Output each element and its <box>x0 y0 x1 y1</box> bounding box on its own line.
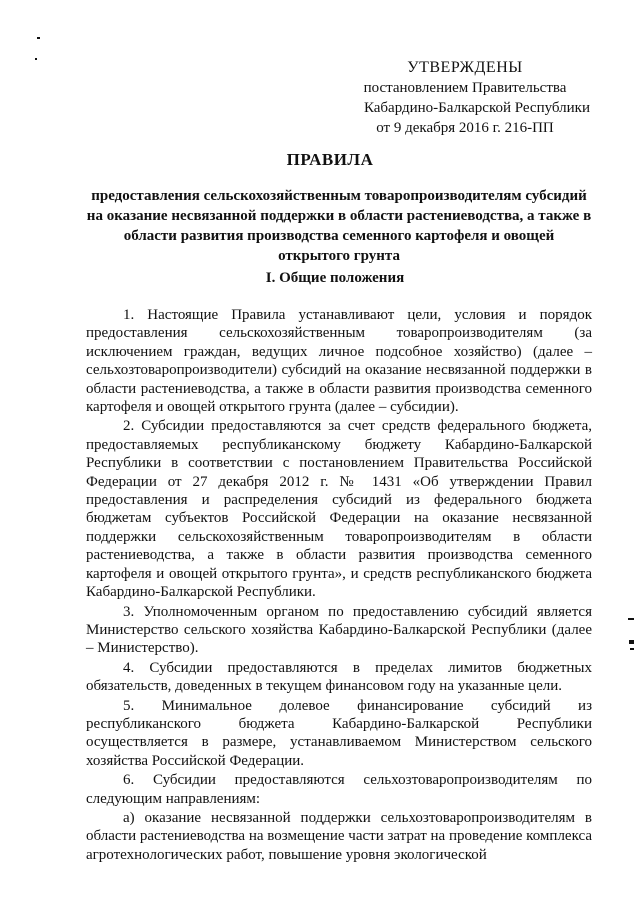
scan-speck <box>37 37 40 39</box>
approval-line-2: Кабардино-Балкарской Республики <box>363 100 590 116</box>
approval-line-1: постановлением Правительства <box>363 80 567 96</box>
document-body <box>86 306 592 864</box>
document-title: ПРАВИЛА <box>286 150 374 169</box>
section-heading: I. Общие положения <box>265 270 405 286</box>
approval-title: УТВЕРЖДЕНЫ <box>407 59 523 76</box>
paragraph-1: 1. Настоящие Правила устанавливают цели, условия и порядок предоставления сельскохозяйственным товаропроизводителям (за исключением граждан, ведущих личное подсобное хозяйство) (далее – сельхозтоваропроизводители) субсидий на оказание несвязанной поддержки в области растениеводства, а также в области развития производства семенного картофеля и овощей открытого грунта (далее – субсидии). <box>86 307 592 416</box>
paragraph-6a: а) оказание несвязанной поддержки сельхозтоваропроизводителям в области растениеводства на возмещение части затрат на проведение комплекса агротехнологических работ, повышение уровня экологической <box>86 809 592 863</box>
paragraph-4: 4. Субсидии предоставляются в пределах лимитов бюджетных обязательств, доведенных в текущем финансовом году на указанные цели. <box>86 659 592 695</box>
document-subtitle: предоставления сельскохозяйственным товаропроизводителям субсидий на оказание несвязанной поддержки в области растениеводства, а также в области развития производства семенного картофеля и овощей открытого грунта <box>86 188 592 264</box>
approval-stamp-block <box>340 58 590 138</box>
scan-edge-mark <box>628 618 634 620</box>
paragraph-6: 6. Субсидии предоставляются сельхозтоваропроизводителям по следующим направлениям: <box>86 772 592 807</box>
scan-speck <box>35 58 37 60</box>
scan-edge-mark <box>629 640 634 644</box>
approval-line-3: от 9 декабря 2016 г. 216-ПП <box>376 120 554 136</box>
scan-edge-mark <box>630 648 634 650</box>
paragraph-3: 3. Уполномоченным органом по предоставлению субсидий является Министерство сельского хозяйства Кабардино-Балкарской Республики (далее – Министерство). <box>86 603 592 657</box>
paragraph-5: 5. Минимальное долевое финансирование субсидий из республиканского бюджета Кабардино-Балкарской Республики осуществляется в размере, устанавливаемом Министерством сельского хозяйства Российской Федерации. <box>86 697 592 769</box>
paragraph-2: 2. Субсидии предоставляются за счет средств федерального бюджета, предоставляемых республиканскому бюджету Кабардино-Балкарской Республики в соответствии с постановлением Правительства Российской Федерации от 27 декабря 2012 г. № 1431 «Об утверждении Правил предоставления и распределения субсидий из федерального бюджета бюджетам субъектов Российской Федерации на оказание несвязанной поддержки сельскохозяйственным товаропроизводителям в области растениеводства, а также в области развития производства семенного картофеля и овощей открытого грунта», и средств республиканского бюджета Кабардино-Балкарской Республики. <box>86 418 592 601</box>
